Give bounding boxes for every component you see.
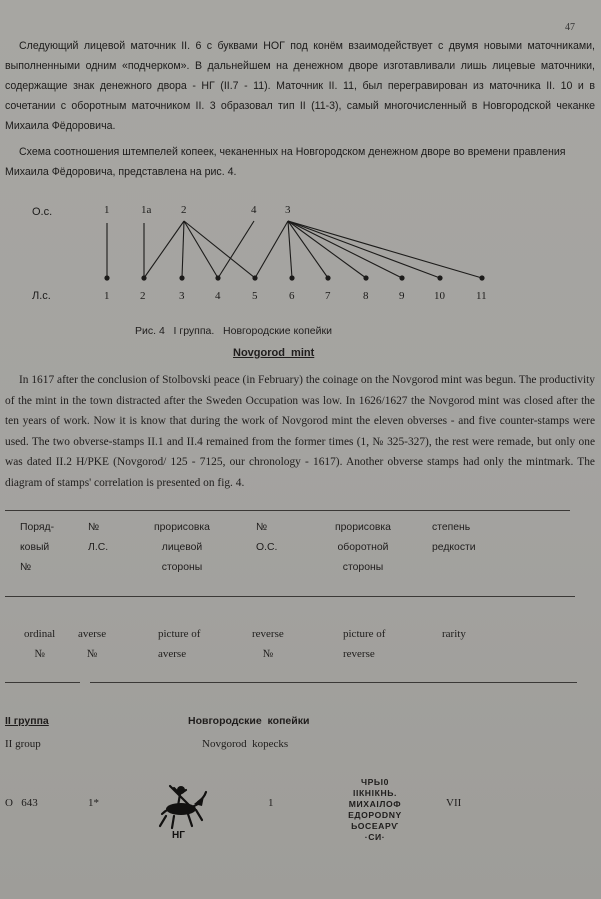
row-reverse-number: 1 xyxy=(268,797,274,809)
group-title-en: Novgorod kopecks xyxy=(202,738,289,750)
table-rule-mid xyxy=(5,596,575,597)
bottom-label-5: 5 xyxy=(252,290,258,302)
top-label-1a: 1а xyxy=(141,204,152,216)
diagram-links xyxy=(107,221,482,278)
bottom-label-9: 9 xyxy=(399,290,405,302)
header-ru-col2: № Л.С. xyxy=(88,522,109,553)
header-en-col1: ordinal № xyxy=(24,628,56,660)
table-rule-bottom xyxy=(5,682,80,683)
bottom-label-7: 7 xyxy=(325,290,331,302)
group-label-ru: II группа xyxy=(5,715,49,727)
top-label-1: 1 xyxy=(104,204,110,216)
header-ru-col5: прорисовка оборотной стороны xyxy=(335,522,391,573)
header-en-col6: rarity xyxy=(442,628,466,640)
group-title-ru: Новгородские копейки xyxy=(188,715,310,727)
paragraph-ru-1: Следующий лицевой маточник II. 6 с буквами НОГ под конём взаимодействует с двумя новыми маточниками, выполненными одним «подчерком». В дальнейшем на денежном дворе изготавливали лишь лицевые маточники, содержащие знак денежного двора - НГ (II.7 - 11). Маточник II. 11, был перегравирован из маточника II. 10 и в сочетании с оборотным маточником II. 3 образовал тип II (11-3), самый многочисленный в Новгородской чеканке Михаила Фёдоровича. xyxy=(5,40,595,132)
header-en-col4: reverse № xyxy=(252,628,284,660)
bottom-label-1: 1 xyxy=(104,290,110,302)
obverse-mintmark: НГ xyxy=(172,830,185,841)
header-en-col3: picture of averse xyxy=(158,628,201,660)
bottom-label-4: 4 xyxy=(215,290,221,302)
obverse-label: О.с. xyxy=(32,206,53,218)
row-averse-number: 1* xyxy=(88,797,99,809)
row-ordinal: О 643 xyxy=(5,797,38,809)
row-rarity: VII xyxy=(446,797,462,809)
english-section-title: Novgorod mint xyxy=(233,347,315,359)
header-ru-col3: прорисовка лицевой стороны xyxy=(154,522,210,573)
top-label-3: 3 xyxy=(285,204,291,216)
page-number: 47 xyxy=(565,22,575,33)
paragraph-ru-2: Схема соотношения штемпелей копеек, чеканенных на Новгородском денежном дворе во времени правления Михаила Фёдоровича, представлена на рис. 4. xyxy=(5,146,566,178)
header-ru-col1: Поряд- ковый № xyxy=(20,522,55,573)
bottom-label-3: 3 xyxy=(179,290,185,302)
header-en-col2: averse № xyxy=(78,628,107,660)
bottom-label-2: 2 xyxy=(140,290,146,302)
bottom-label-6: 6 xyxy=(289,290,295,302)
reverse-label: Л.с. xyxy=(32,290,51,302)
header-en-col5: picture of reverse xyxy=(343,628,386,660)
figure-caption: Рис. 4 I группа. Новгородские копейки xyxy=(135,325,332,337)
table-rule-bottom-right xyxy=(90,682,577,683)
top-label-4: 4 xyxy=(251,204,257,216)
bottom-label-11: 11 xyxy=(476,290,487,302)
diagram-nodes xyxy=(104,275,484,280)
obverse-rider-drawing xyxy=(148,776,214,842)
group-label-en: II group xyxy=(5,738,41,750)
reverse-legend: ЧРЬІ0 ІІКНІКНЬ. МИХАІЛОФ ЕДОРОDNY ЬОСЕАРѴ ·СИ· xyxy=(348,777,402,842)
paragraph-en: In 1617 after the conclusion of Stolbovski peace (in February) the coinage on the Novgorod mint was begun. The productivity of the mint in the town distracted after the Sweden Occupation was low. In 1626/1627 the Novgorod mint was closed after the ten years of work. Now it is know that during the work of Novgorod mint the eleven obverses - and five counter-stamps were used. The two obverse-stamps II.1 and II.4 remained from the former times (1, № 325-327), the rest were remade, but only one was dated II.2 H/PKE (Novgorod/ 125 - 7125, our chronology - 1617). Another obverse stamps had only the mintmark. The diagram of stamps' correlation is presented on fig. 4. xyxy=(5,374,595,489)
top-label-2: 2 xyxy=(181,204,187,216)
bottom-label-10: 10 xyxy=(434,290,445,302)
bottom-label-8: 8 xyxy=(363,290,369,302)
table-rule-top xyxy=(5,510,570,511)
header-ru-col4: № О.С. xyxy=(256,522,278,553)
stamp-diagram xyxy=(30,195,550,305)
header-ru-col6: степень редкости xyxy=(432,522,476,553)
